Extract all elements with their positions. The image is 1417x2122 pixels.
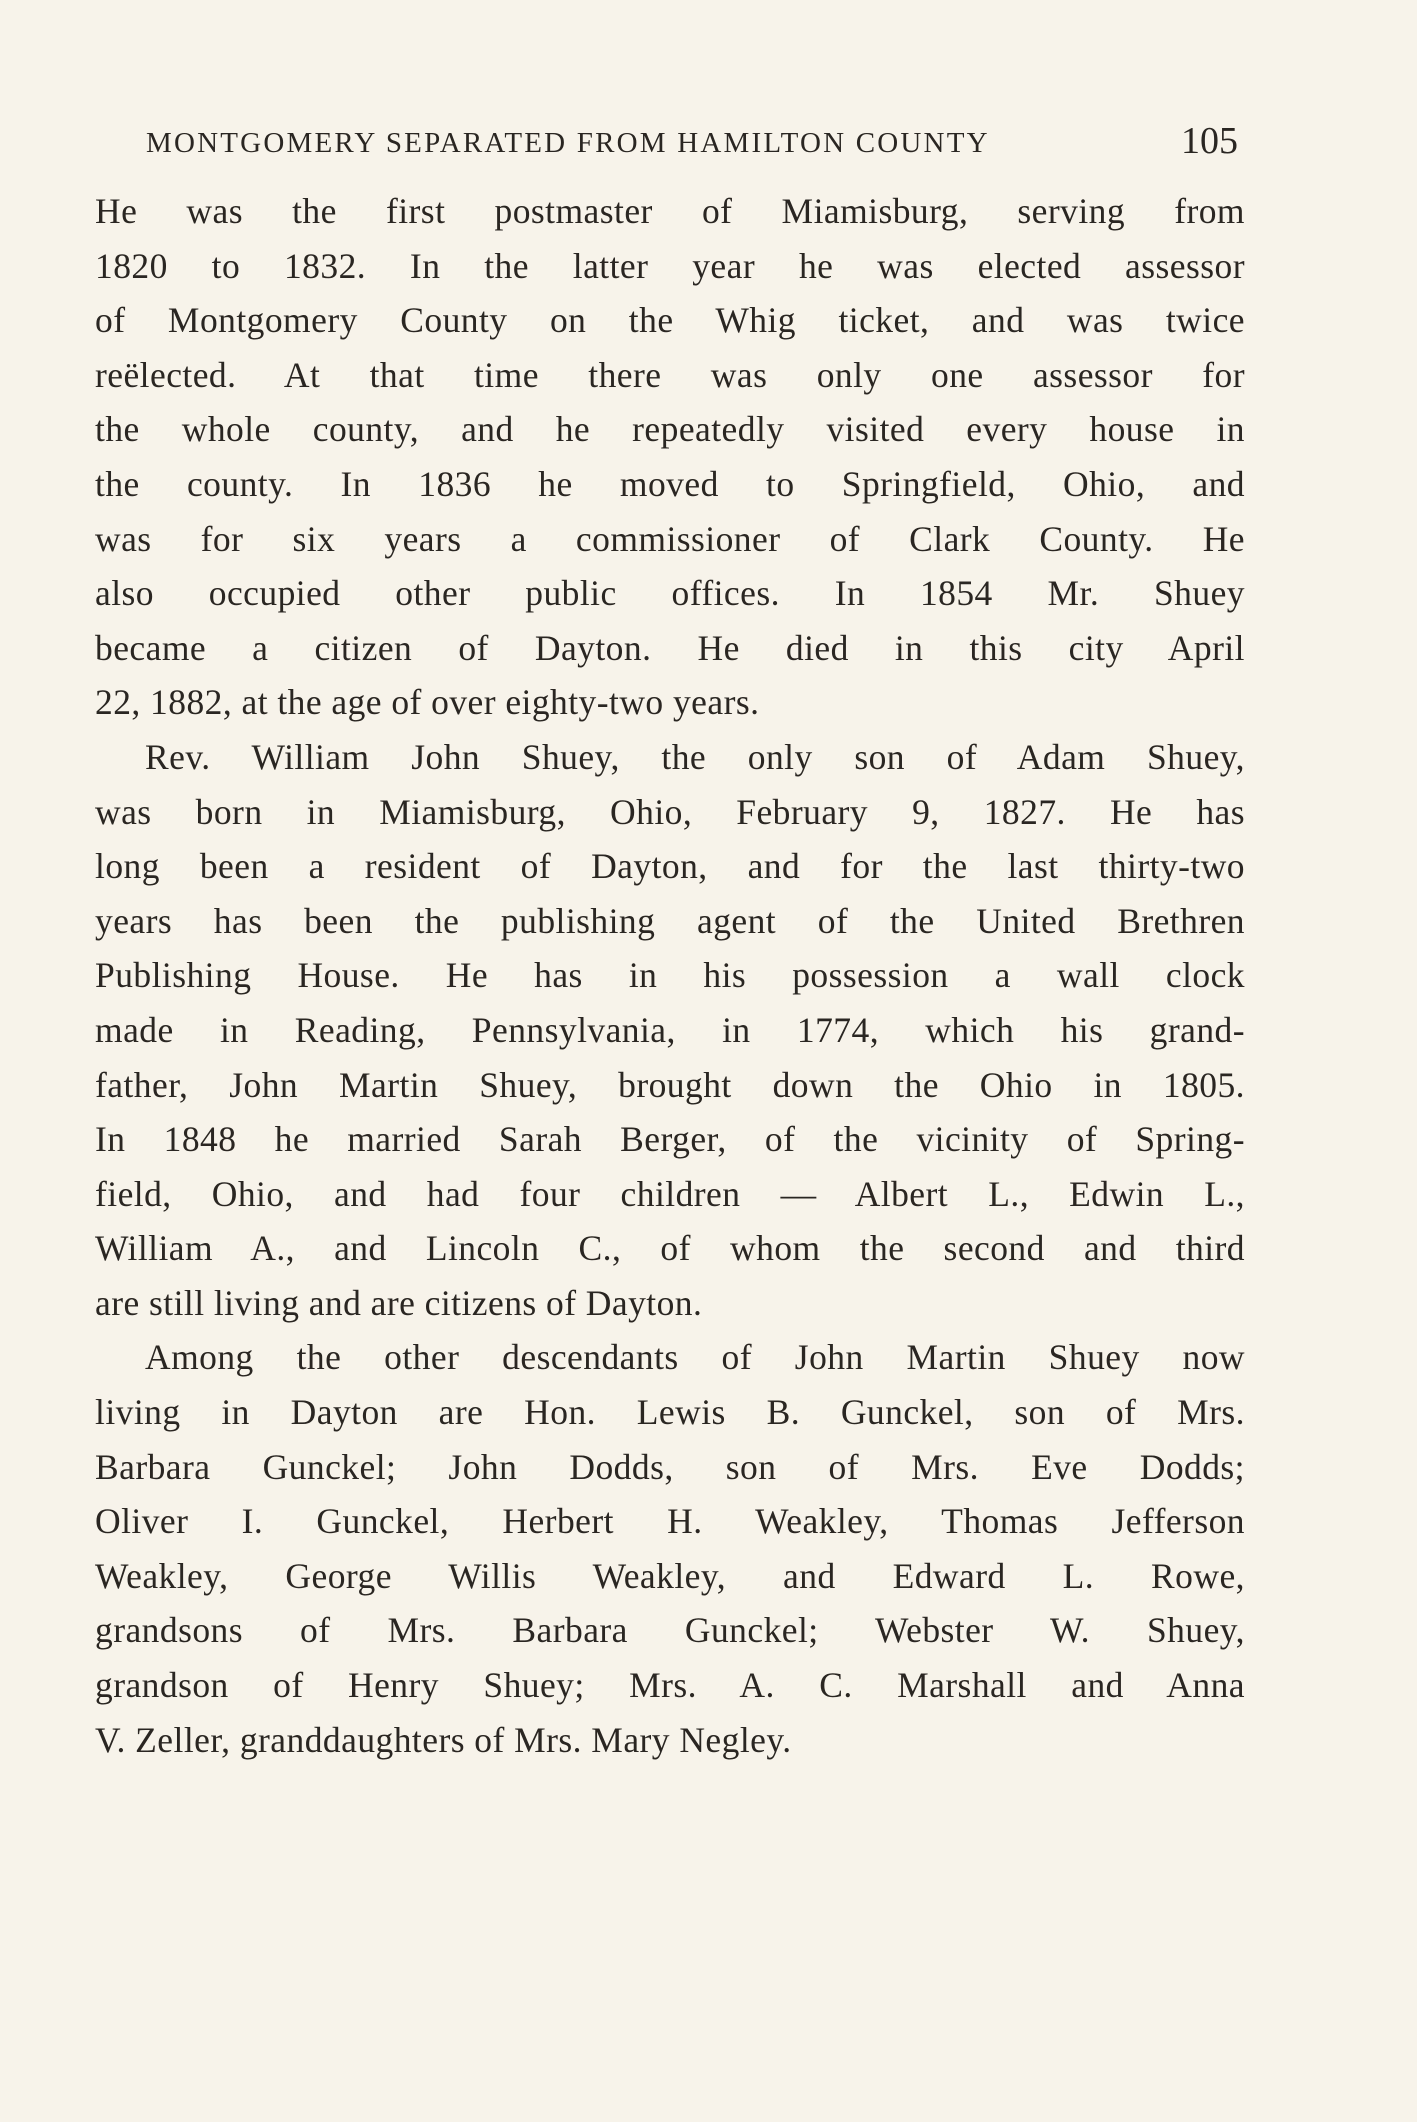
text-line: William A., and Lincoln C., of whom the second and third <box>95 1228 1245 1269</box>
text-line: Weakley, George Willis Weakley, and Edward L. Rowe, <box>95 1555 1245 1596</box>
text-line: reëlected. At that time there was only one assessor for <box>95 354 1245 395</box>
text-line: made in Reading, Pennsylvania, in 1774, which his grand- <box>95 1009 1245 1050</box>
text-line: also occupied other public offices. In 1854 Mr. Shuey <box>95 573 1245 614</box>
text-line: V. Zeller, granddaughters of Mrs. Mary Negley. <box>95 1719 792 1760</box>
text-line: Rev. William John Shuey, the only son of Adam Shuey, <box>145 736 1245 777</box>
text-line: was born in Miamisburg, Ohio, February 9, 1827. He has <box>95 791 1245 832</box>
page-number: 105 <box>1181 120 1238 162</box>
text-line: Among the other descendants of John Martin Shuey now <box>145 1337 1245 1378</box>
text-line: are still living and are citizens of Dayton. <box>95 1282 703 1323</box>
text-line: long been a resident of Dayton, and for the last thirty-two <box>95 846 1245 887</box>
text-line: Oliver I. Gunckel, Herbert H. Weakley, Thomas Jefferson <box>95 1501 1245 1542</box>
text-line: the whole county, and he repeatedly visited every house in <box>95 409 1245 450</box>
text-line: He was the first postmaster of Miamisburg, serving from <box>95 191 1245 231</box>
text-line: the county. In 1836 he moved to Springfield, Ohio, and <box>95 463 1245 504</box>
text-line: father, John Martin Shuey, brought down the Ohio in 1805. <box>95 1064 1245 1105</box>
text-line: living in Dayton are Hon. Lewis B. Gunckel, son of Mrs. <box>95 1392 1245 1433</box>
text-line: became a citizen of Dayton. He died in this city April <box>95 627 1245 668</box>
text-line: In 1848 he married Sarah Berger, of the vicinity of Spring- <box>95 1119 1245 1160</box>
text-line: grandson of Henry Shuey; Mrs. A. C. Marshall and Anna <box>95 1665 1245 1706</box>
text-line: Publishing House. He has in his possession a wall clock <box>95 955 1245 996</box>
text-line: years has been the publishing agent of the United Brethren <box>95 900 1245 941</box>
paragraph-3 <box>95 1330 1245 1767</box>
paragraph-2 <box>95 730 1245 1331</box>
text-line: 1820 to 1832. In the latter year he was elected assessor <box>95 245 1245 286</box>
running-head <box>146 112 1246 160</box>
text-line: field, Ohio, and had four children — Albert L., Edwin L., <box>95 1173 1245 1214</box>
paragraph-1 <box>95 184 1245 730</box>
text-line: grandsons of Mrs. Barbara Gunckel; Webster W. Shuey, <box>95 1610 1245 1651</box>
body-text <box>95 184 1245 1767</box>
text-line: of Montgomery County on the Whig ticket, and was twice <box>95 300 1245 341</box>
text-line: was for six years a commissioner of Clark County. He <box>95 518 1245 559</box>
text-line: Barbara Gunckel; John Dodds, son of Mrs. Eve Dodds; <box>95 1446 1245 1487</box>
running-title: MONTGOMERY SEPARATED FROM HAMILTON COUNTY <box>146 127 990 159</box>
text-line: 22, 1882, at the age of over eighty-two years. <box>95 682 760 723</box>
